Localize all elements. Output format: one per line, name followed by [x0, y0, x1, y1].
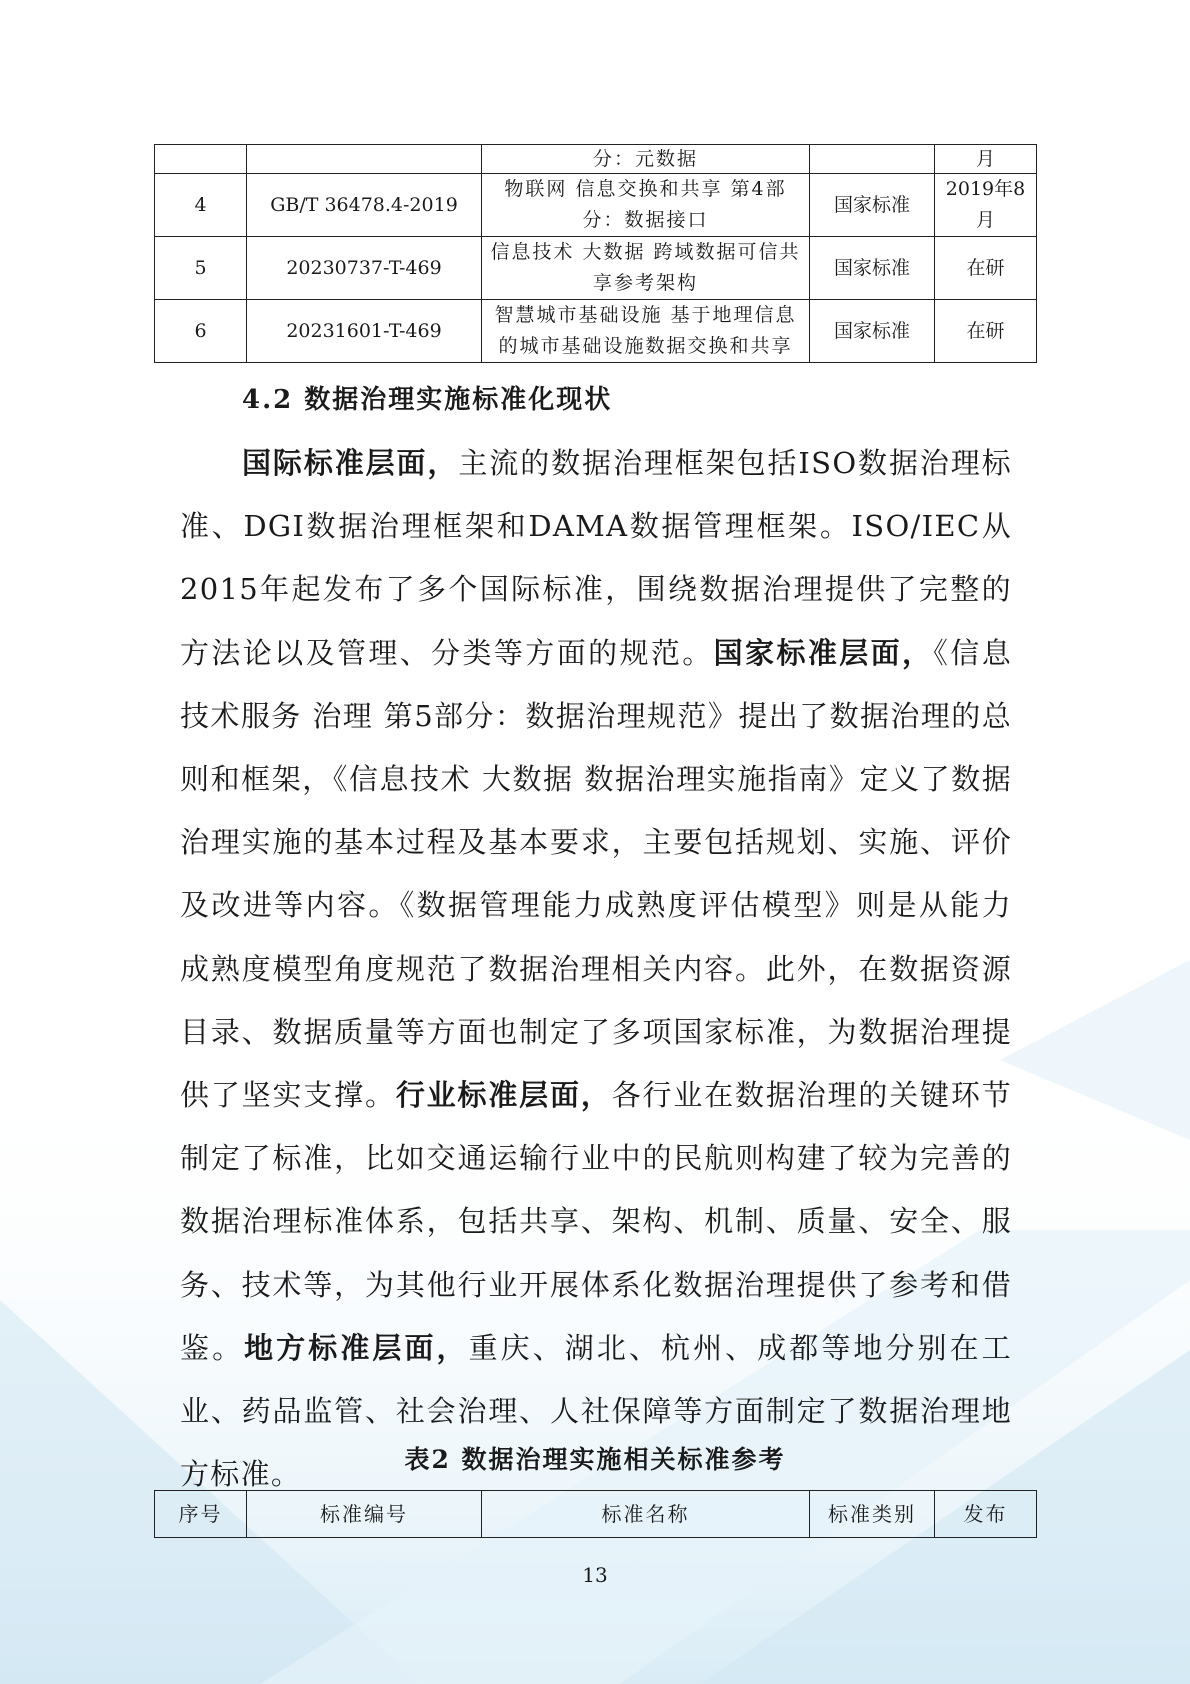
- cell-standard-name: 智慧城市基础设施 基于地理信息的城市基础设施数据交换和共享: [482, 300, 810, 363]
- cell-release: 2019年8月: [935, 174, 1037, 237]
- emphasis-local: 地方标准层面，: [244, 1330, 469, 1365]
- cell-standard-code: GB/T 36478.4-2019: [247, 174, 482, 237]
- table-row: [155, 300, 1037, 363]
- paragraph-segment: 主流的数据治理框架包括ISO数据治理标准、DGI数据治理框架和DAMA数据管理框架。ISO/IEC从2015年起发布了多个国际标准，围绕数据治理提供了完整的方法论以及管理、分类等方面的规范。: [180, 446, 1012, 670]
- header-number: 序号: [155, 1491, 247, 1538]
- cell-release: 在研: [935, 237, 1037, 300]
- cell-number: 4: [155, 174, 247, 237]
- table-caption: 表2 数据治理实施相关标准参考: [404, 1445, 786, 1474]
- paragraph-segment: 《信息技术服务 治理 第5部分：数据治理规范》提出了数据治理的总则和框架，《信息技术 大数据 数据治理实施指南》定义了数据治理实施的基本过程及基本要求，主要包括规划、实施、评价及改进等内容。《数据管理能力成熟度评估模型》则是从能力成熟度模型角度规范了数据治理相关内容。此外，在数据资源目录、数据质量等方面也制定了多项国家标准，为数据治理提供了坚实支撑。: [180, 635, 1012, 1113]
- cell-number: 6: [155, 300, 247, 363]
- cell-number: [155, 145, 247, 174]
- cell-standard-name: 物联网 信息交换和共享 第4部分：数据接口: [482, 174, 810, 237]
- table-row: [155, 237, 1037, 300]
- cell-number: 5: [155, 237, 247, 300]
- emphasis-international: 国际标准层面，: [242, 446, 459, 480]
- governance-standards-table: [154, 1490, 1037, 1538]
- header-standard-code: 标准编号: [247, 1491, 482, 1538]
- body-paragraph: [180, 432, 1012, 1506]
- cell-category: [810, 145, 935, 174]
- cell-category: 国家标准: [810, 300, 935, 363]
- table-header-row: [155, 1491, 1037, 1538]
- header-standard-name: 标准名称: [482, 1491, 810, 1538]
- cell-standard-code: 20231601-T-469: [247, 300, 482, 363]
- paragraph-segment: 重庆、湖北、杭州、成都等地分别在工业、药品监管、社会治理、人社保障等方面制定了数据治理地方标准。: [180, 1330, 1012, 1492]
- header-release: 发布: [935, 1491, 1037, 1538]
- cell-release: 在研: [935, 300, 1037, 363]
- table-row: [155, 174, 1037, 237]
- cell-category: 国家标准: [810, 237, 935, 300]
- page-number: 13: [582, 1563, 608, 1587]
- cell-standard-name: 信息技术 大数据 跨域数据可信共享参考架构: [482, 237, 810, 300]
- emphasis-industry: 行业标准层面，: [395, 1078, 612, 1113]
- paragraph-segment: 各行业在数据治理的关键环节制定了标准，比如交通运输行业中的民航则构建了较为完善的数据治理标准体系，包括共享、架构、机制、质量、安全、服务、技术等，为其他行业开展体系化数据治理提供了参考和借鉴。: [180, 1078, 1012, 1365]
- section-heading: 4.2 数据治理实施标准化现状: [242, 385, 613, 415]
- cell-category: 国家标准: [810, 174, 935, 237]
- cell-standard-code: [247, 145, 482, 174]
- cell-standard-name: 分：元数据: [482, 145, 810, 174]
- cell-release: 月: [935, 145, 1037, 174]
- emphasis-national: 国家标准层面，: [713, 635, 934, 670]
- standards-table-continued: [154, 144, 1037, 363]
- header-category: 标准类别: [810, 1491, 935, 1538]
- table-row: [155, 145, 1037, 174]
- cell-standard-code: 20230737-T-469: [247, 237, 482, 300]
